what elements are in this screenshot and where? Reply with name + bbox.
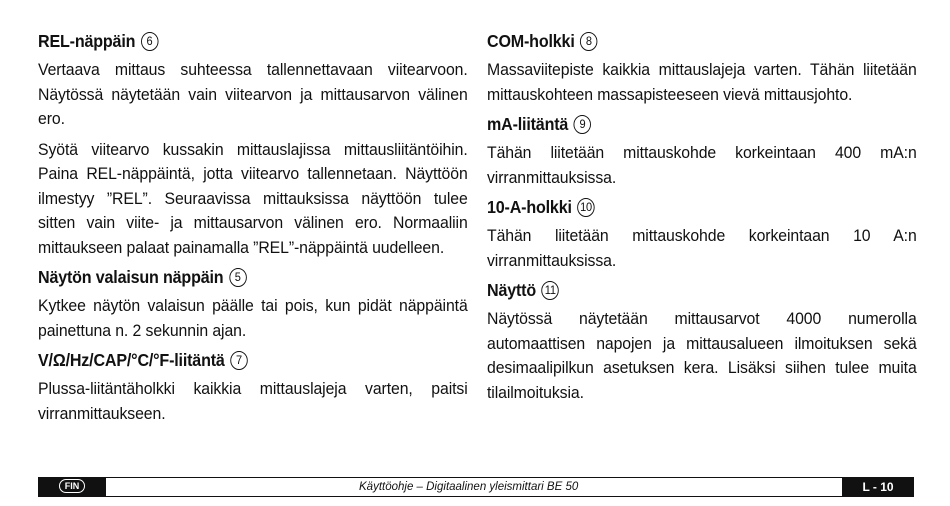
page-number: L - 10 bbox=[842, 477, 914, 497]
section-title: Näytön valaisun näppäin 5 bbox=[38, 266, 434, 288]
reference-number: 11 bbox=[542, 281, 559, 300]
paragraph: Tähän liitetään mittauskohde korkeintaan 10 A:n virranmittauksissa. bbox=[487, 226, 917, 270]
section-title: REL-näppäin 6 bbox=[38, 30, 434, 52]
left-column bbox=[38, 30, 468, 432]
language-badge: FIN bbox=[59, 479, 85, 493]
paragraph: Syötä viitearvo kussakin mittauslajissa mittausliitäntöihin. Paina REL-näppäintä, jotta viitearvo tallennetaan. Näyttöön ilmestyy ”REL”. Seuraavissa mittauksissa näyttöön tulee sitten vain viite- ja mittausarvon välinen ero. Normaaliin mittaukseen palaat painamalla ”REL”-näppäintä uudelleen. bbox=[38, 139, 468, 257]
right-column bbox=[487, 30, 917, 411]
section-backlight-button bbox=[38, 266, 468, 343]
section-ma-jack bbox=[487, 113, 917, 190]
footer-title: Käyttöohje – Digitaalinen yleismittari BE 50 bbox=[359, 481, 579, 493]
section-title: 10-A-holkki 10 bbox=[487, 196, 883, 218]
reference-number: 6 bbox=[141, 32, 158, 51]
paragraph: Kytkee näytön valaisun päälle tai pois, kun pidät näppäintä painettuna n. 2 sekunnin ajan. bbox=[38, 296, 468, 340]
section-com-jack bbox=[487, 30, 917, 107]
reference-number: 5 bbox=[229, 268, 246, 287]
section-rel-button bbox=[38, 30, 468, 260]
section-title: V/Ω/Hz/CAP/°C/°F-liitäntä 7 bbox=[38, 349, 434, 371]
section-title: Näyttö 11 bbox=[487, 279, 883, 301]
paragraph: Vertaava mittaus suhteessa tallennettavaan viitearvoon. Näytössä näytetään vain viitearvon ja mittausarvon välinen ero. bbox=[38, 60, 468, 128]
reference-number: 9 bbox=[574, 115, 591, 134]
section-v-ohm-jack bbox=[38, 349, 468, 426]
reference-number: 8 bbox=[580, 32, 597, 51]
section-10a-jack bbox=[487, 196, 917, 273]
reference-number: 7 bbox=[230, 351, 247, 370]
page-footer bbox=[38, 477, 914, 497]
section-title: COM-holkki 8 bbox=[487, 30, 883, 52]
paragraph: Näytössä näytetään mittausarvot 4000 numerolla automaattisen napojen ja mittausalueen ilmoituksen sekä desimaalipilkun asetuksen kera. Lisäksi siihen tulee muita tilailmoituksia. bbox=[487, 309, 917, 402]
section-title: mA-liitäntä 9 bbox=[487, 113, 883, 135]
reference-number: 10 bbox=[577, 198, 594, 217]
paragraph: Plussa-liitäntäholkki kaikkia mittauslajeja varten, paitsi virranmittaukseen. bbox=[38, 379, 468, 423]
paragraph: Tähän liitetään mittauskohde korkeintaan 400 mA:n virranmittauksissa. bbox=[487, 143, 917, 187]
paragraph: Massaviitepiste kaikkia mittauslajeja varten. Tähän liitetään mittauskohteen massapisteeseen vievä mittausjohto. bbox=[487, 60, 917, 104]
section-display bbox=[487, 279, 917, 405]
language-block bbox=[38, 477, 106, 497]
